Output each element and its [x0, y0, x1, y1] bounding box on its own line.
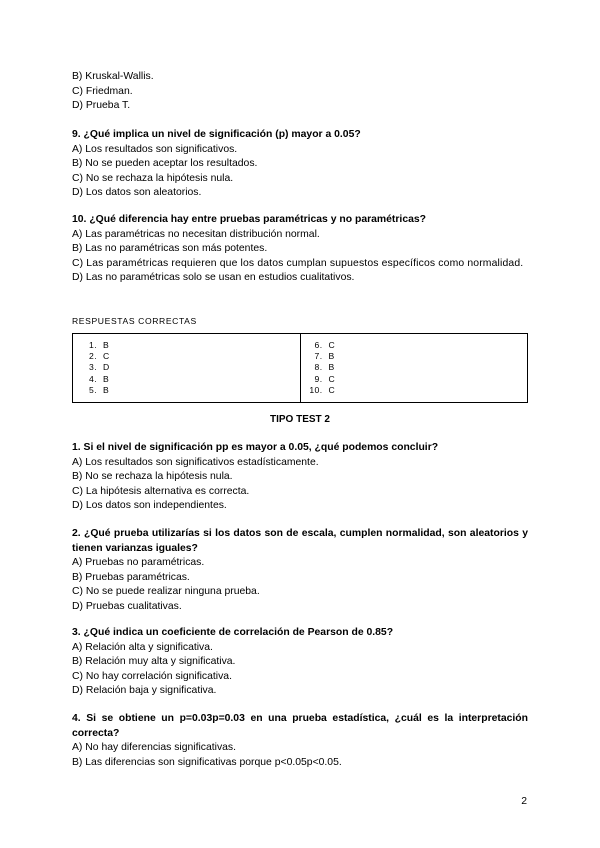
question-text: 3. ¿Qué indica un coeficiente de correlación de Pearson de 0.85? — [72, 627, 394, 638]
test2-question-4 — [72, 712, 528, 770]
question-9 — [72, 128, 528, 201]
test2-question-3 — [72, 626, 528, 699]
answer-row: 4. B — [89, 373, 110, 384]
option: A) Relación alta y significativa. — [72, 641, 213, 653]
answer-row: 9. C — [314, 373, 336, 384]
option: D) Relación baja y significativa. — [72, 685, 217, 697]
option: B) No se pueden aceptar los resultados. — [72, 158, 258, 170]
option: B) Pruebas paramétricas. — [72, 571, 190, 583]
answer-row: 3. D — [89, 362, 110, 373]
previous-question-options — [72, 70, 528, 114]
answers-table — [72, 333, 528, 403]
question-text: 10. ¿Qué diferencia hay entre pruebas paramétricas y no paramétricas? — [72, 214, 427, 225]
option: B) No se rechaza la hipótesis nula. — [72, 471, 233, 483]
question-text: 4. Si se obtiene un p=0.03p=0.03 en una prueba estadística, ¿cuál es la interpretación correcta? — [72, 713, 528, 739]
option: A) Pruebas no paramétricas. — [72, 557, 205, 569]
option: D) Los datos son aleatorios. — [72, 187, 202, 199]
option: A) Los resultados son significativos. — [72, 143, 238, 155]
page-number: 2 — [521, 796, 527, 807]
option: B) Las no paramétricas son más potentes. — [72, 243, 268, 255]
answers-heading: RESPUESTAS CORRECTAS — [72, 316, 197, 326]
option: C) No hay correlación significativa. — [72, 670, 232, 682]
question-10 — [72, 213, 528, 286]
question-text: 9. ¿Qué implica un nivel de significación (p) mayor a 0.05? — [72, 129, 361, 140]
option: B) Kruskal-Wallis. — [72, 71, 154, 82]
option: A) Las paramétricas no necesitan distribución normal. — [72, 228, 320, 240]
answers-column-right — [300, 334, 528, 402]
question-text: 1. Si el nivel de significación pp es mayor a 0.05, ¿qué podemos concluir? — [72, 442, 439, 453]
option: C) La hipótesis alternativa es correcta. — [72, 485, 250, 497]
answers-column-left — [73, 334, 300, 402]
answer-row: 5. B — [89, 384, 110, 395]
test2-question-1 — [72, 441, 528, 514]
option: C) Las paramétricas requieren que los datos cumplan supuestos específicos como normalidad. — [72, 257, 524, 269]
option: B) Las diferencias son significativas porque p<0.05p<0.05. — [72, 756, 342, 768]
answers-section — [72, 316, 528, 326]
answer-row: 7. B — [314, 351, 335, 362]
answer-row: 1. B — [89, 340, 110, 350]
option: D) Los datos son independientes. — [72, 500, 227, 512]
option: C) No se puede realizar ninguna prueba. — [72, 586, 260, 598]
answer-row: 8. B — [314, 362, 335, 373]
answer-row: 2. C — [89, 351, 110, 362]
question-text: 2. ¿Qué prueba utilizarías si los datos son de escala, cumplen normalidad, son aleatorios y tienen varianzas iguales? — [72, 528, 528, 554]
option: D) Pruebas cualitativas. — [72, 600, 182, 612]
section-title: TIPO TEST 2 — [269, 414, 330, 425]
test2-question-2 — [72, 527, 528, 615]
option: C) No se rechaza la hipótesis nula. — [72, 172, 234, 184]
option: A) Los resultados son significativos estadísticamente. — [72, 456, 319, 468]
option: C) Friedman. — [72, 85, 133, 97]
option: D) Prueba T. — [72, 100, 131, 112]
answer-row: 6. C — [314, 340, 336, 350]
answer-row: 10. C — [309, 384, 336, 395]
option: B) Relación muy alta y significativa. — [72, 656, 236, 668]
option: A) No hay diferencias significativas. — [72, 742, 237, 754]
option: D) Las no paramétricas solo se usan en estudios cualitativos. — [72, 272, 355, 284]
